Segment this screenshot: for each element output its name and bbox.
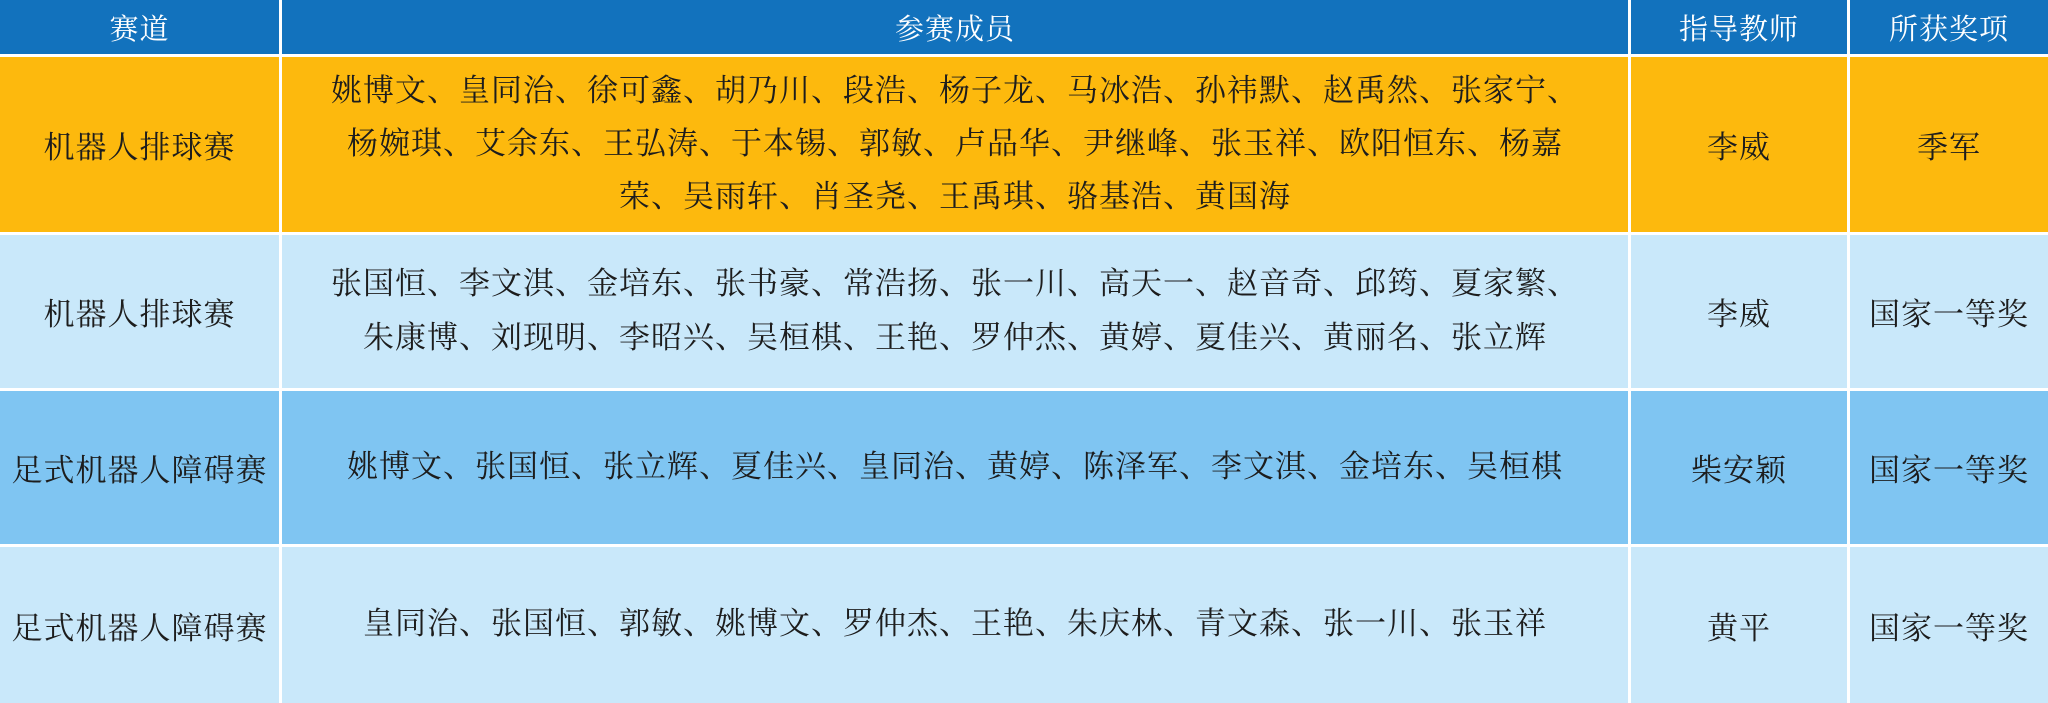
column-header-track: 赛道 (0, 0, 282, 57)
award-cell: 季军 (1850, 57, 2048, 235)
column-header-award: 所获奖项 (1850, 0, 2048, 57)
table-row-1 (0, 57, 2048, 235)
track-cell: 足式机器人障碍赛 (0, 391, 282, 547)
members-cell: 张国恒、李文淇、金培东、张书豪、常浩扬、张一川、高天一、赵音奇、邱筠、夏家繁、朱康博、刘现明、李昭兴、吴桓棋、王艳、罗仲杰、黄婷、夏佳兴、黄丽名、张立辉 (282, 235, 1631, 391)
column-header-members: 参赛成员 (282, 0, 1631, 57)
header-row (0, 0, 2048, 57)
teacher-cell: 柴安颖 (1631, 391, 1850, 547)
members-cell: 皇同治、张国恒、郭敏、姚博文、罗仲杰、王艳、朱庆林、青文森、张一川、张玉祥 (282, 547, 1631, 703)
award-cell: 国家一等奖 (1850, 547, 2048, 703)
award-cell: 国家一等奖 (1850, 391, 2048, 547)
track-cell: 机器人排球赛 (0, 57, 282, 235)
track-cell: 足式机器人障碍赛 (0, 547, 282, 703)
members-cell: 姚博文、张国恒、张立辉、夏佳兴、皇同治、黄婷、陈泽军、李文淇、金培东、吴桓棋 (282, 391, 1631, 547)
track-cell: 机器人排球赛 (0, 235, 282, 391)
teacher-cell: 黄平 (1631, 547, 1850, 703)
members-cell: 姚博文、皇同治、徐可鑫、胡乃川、段浩、杨子龙、马冰浩、孙祎默、赵禹然、张家宁、杨婉琪、艾余东、王弘涛、于本锡、郭敏、卢品华、尹继峰、张玉祥、欧阳恒东、杨嘉荣、吴雨轩、肖圣尧、王禹琪、骆基浩、黄国海 (282, 57, 1631, 235)
teacher-cell: 李威 (1631, 235, 1850, 391)
table-row-3 (0, 391, 2048, 547)
teacher-cell: 李威 (1631, 57, 1850, 235)
table-row-4 (0, 547, 2048, 703)
column-header-teacher: 指导教师 (1631, 0, 1850, 57)
table-row-2 (0, 235, 2048, 391)
award-cell: 国家一等奖 (1850, 235, 2048, 391)
